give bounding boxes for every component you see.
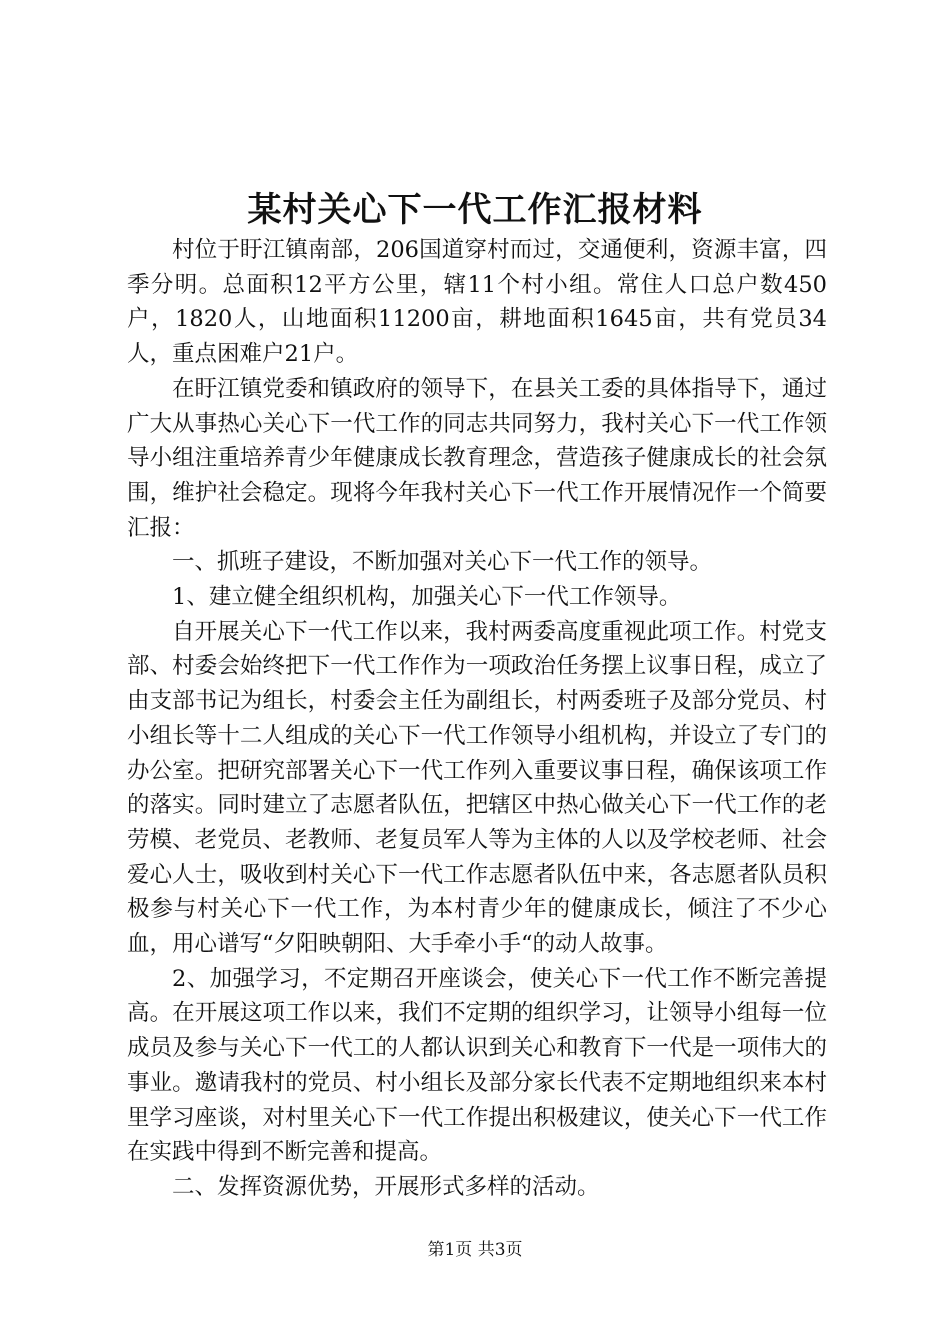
paragraph-study-meetings: 2、加强学习，不定期召开座谈会，使关心下一代工作不断完善提高。在开展这项工作以来，我们不定期的组织学习，让领导小组每一位成员及参与关心下一代工的人都认识到关心和教育下一代是一项伟大的事业。邀请我村的党员、村小组长及部分家长代表不定期地组织来本村里学习座谈，对村里关心下一代工作提出积极建议，使关心下一代工作在实践中得到不断完善和提高。 bbox=[127, 965, 827, 1166]
page-footer: 第1页 共3页 bbox=[427, 1240, 523, 1260]
document-body bbox=[127, 233, 827, 1205]
heading-section-one: 一、抓班子建设，不断加强对关心下一代工作的领导。 bbox=[172, 549, 713, 576]
paragraph-village-overview: 村位于盱江镇南部，206国道穿村而过，交通便利，资源丰富，四季分明。总面积12平方公里，辖11个村小组。常住人口总户数450户，1820人，山地面积11200亩，耕地面积1645亩，共有党员34人，重点困难户21户。 bbox=[127, 237, 827, 368]
document-title: 某村关心下一代工作汇报材料 bbox=[247, 190, 703, 230]
paragraph-introduction: 在盱江镇党委和镇政府的领导下，在县关工委的具体指导下，通过广大从事热心关心下一代工作的同志共同努力，我村关心下一代工作领导小组注重培养青少年健康成长教育理念，营造孩子健康成长的社会氛围，维护社会稳定。现将今年我村关心下一代工作开展情况作一个简要汇报： bbox=[127, 375, 827, 541]
heading-subsection-one: 1、建立健全组织机构，加强关心下一代工作领导。 bbox=[172, 584, 682, 611]
paragraph-organization: 自开展关心下一代工作以来，我村两委高度重视此项工作。村党支部、村委会始终把下一代工作作为一项政治任务摆上议事日程，成立了由支部书记为组长，村委会主任为副组长，村两委班子及部分党员、村小组长等十二人组成的关心下一代工作领导小组机构，并设立了专门的办公室。把研究部署关心下一代工作列入重要议事日程，确保该项工作的落实。同时建立了志愿者队伍，把辖区中热心做关心下一代工作的老劳模、老党员、老教师、老复员军人等为主体的人以及学校老师、社会爱心人士，吸收到村关心下一代工作志愿者队伍中来，各志愿者队员积极参与村关心下一代工作，为本村青少年的健康成长，倾注了不少心血，用心谱写“夕阳映朝阳、大手牵小手“的动人故事。 bbox=[127, 618, 827, 958]
heading-section-two: 二、发挥资源优势，开展形式多样的活动。 bbox=[172, 1173, 600, 1200]
